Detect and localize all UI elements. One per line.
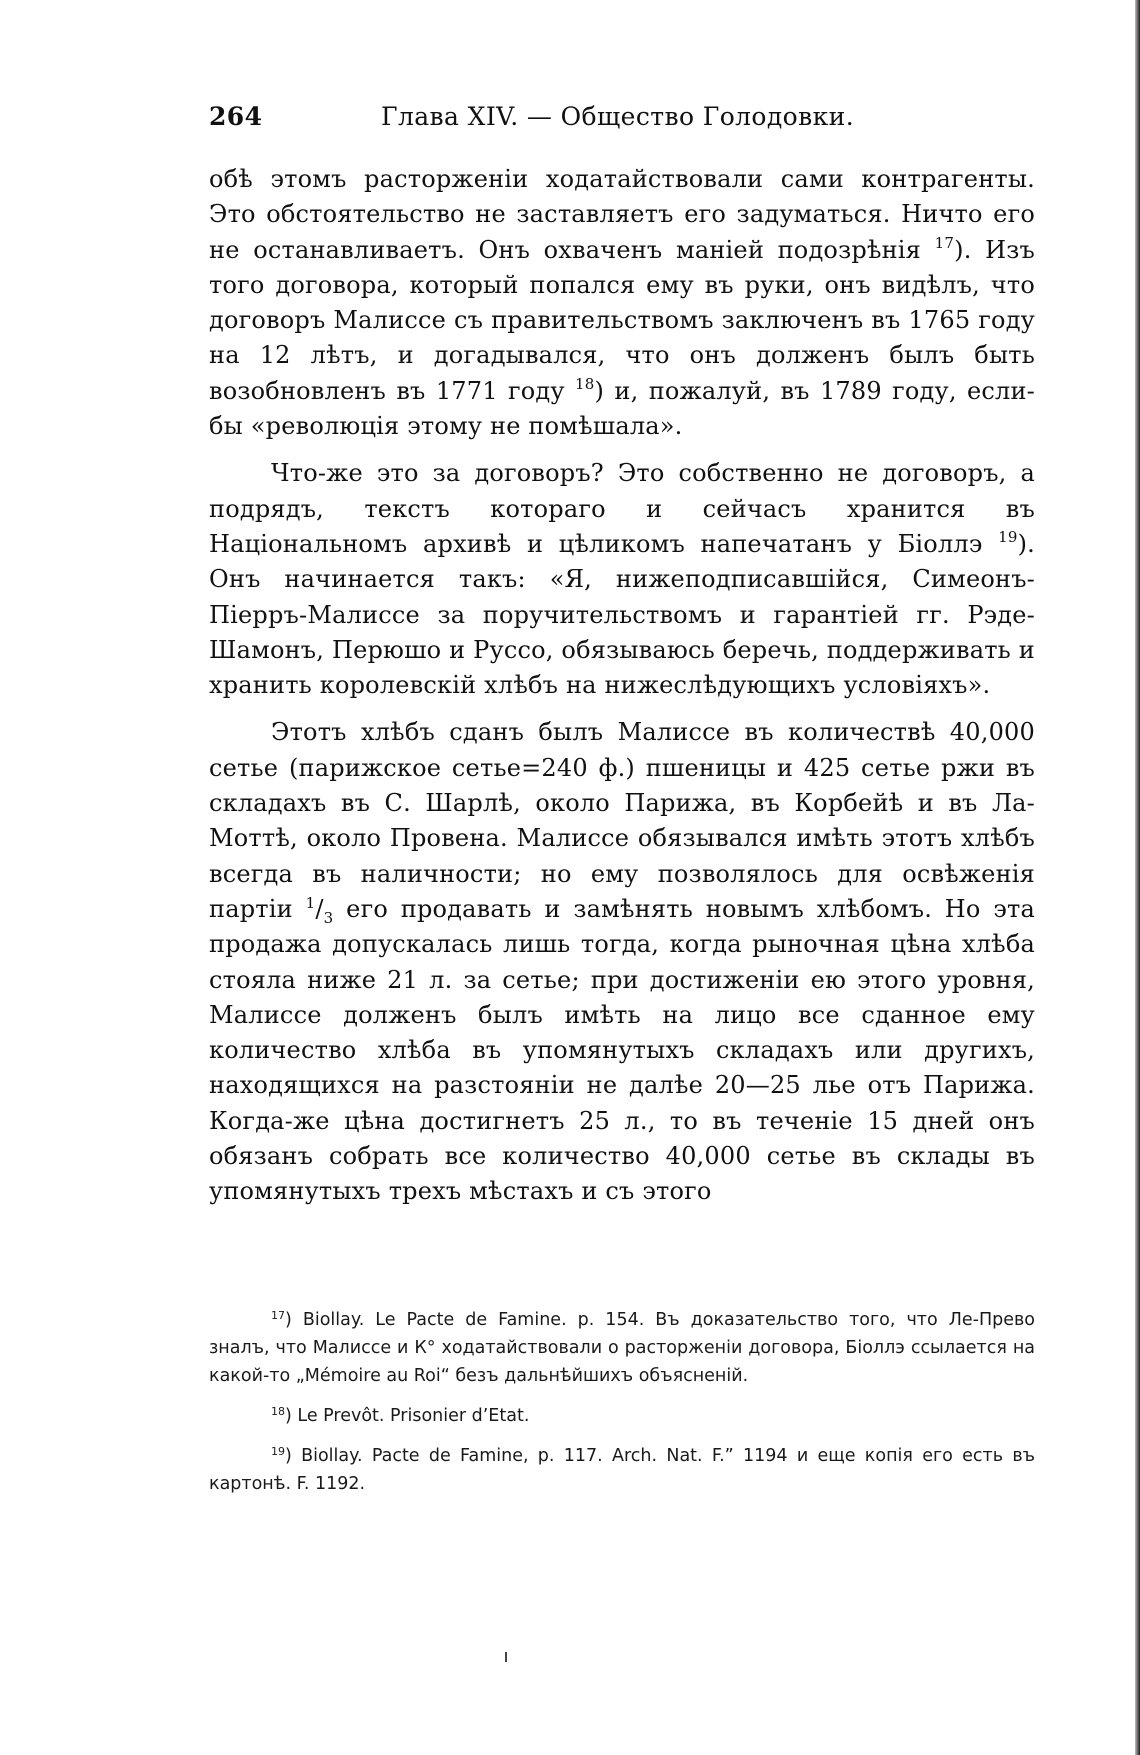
running-title: Глава XIV. — Общество Голодовки. — [381, 102, 855, 131]
paragraph-3-text-a: Этотъ хлѣбъ сданъ былъ Малиссе въ количествѣ 40,000 сетье (парижское сетье=240 ф.) пшеницы и 425 сетье ржи въ складахъ въ С. Шарлѣ, около Парижа, въ Корбейѣ и въ Ла-Моттѣ, около Провена. Малиссе обязывался имѣть этотъ хлѣбъ всегда въ наличности; но ему позволялось для освѣженія партіи — [209, 718, 1035, 923]
paragraph-1-text-c: ) и, пожалуй, въ 1789 году, если-бы «революція этому не помѣшала». — [209, 376, 1035, 441]
scan-edge-shadow — [1135, 0, 1140, 1755]
footnote-ref-18: 18 — [575, 374, 595, 393]
fraction-one-third: $^1/_3$ — [305, 893, 334, 927]
paragraph-1-text-a: обѣ этомъ расторженіи ходатайствовали сами контрагенты. Это обстоятельство не заставляетъ его задуматься. Ничто его не останавливаетъ. Онъ охваченъ маніей подозрѣнія — [209, 165, 1035, 264]
fraction-numerator: 1 — [305, 893, 316, 912]
footnote-19 — [209, 1442, 1035, 1498]
footnote-19-text: ) Biollay. Pacte de Famine, p. 117. Arch. Nat. F.” 1194 и еще копія его есть въ картонѣ. F. 1192. — [209, 1446, 1035, 1494]
footnotes — [209, 1306, 1035, 1510]
paragraph-2 — [209, 456, 1035, 703]
footnote-18-number: 18 — [271, 1405, 285, 1418]
fraction-denominator: 3 — [323, 908, 334, 927]
main-text — [209, 162, 1035, 1210]
footnote-18 — [209, 1402, 1035, 1430]
footnote-19-number: 19 — [271, 1445, 285, 1458]
paragraph-3 — [209, 715, 1035, 1209]
paragraph-1-text-b: ). Изъ того договора, который попался ему въ руки, онъ видѣлъ, что договоръ Малиссе съ правительствомъ заключенъ въ 1765 году на 12 лѣтъ, и догадывался, что онъ долженъ былъ быть возобновленъ въ 1771 году — [209, 235, 1035, 405]
running-header — [209, 97, 1035, 137]
footnote-17-text: ) Biollay. Le Pacte de Famine. p. 154. Въ доказательство того, что Ле-Прево зналъ, что Малиссе и К° ходатайствовали о расторженіи договора, Біоллэ ссылается на какой-то „Mémoire au Roi“ безъ дальнѣйшихъ объясненій. — [209, 1310, 1035, 1386]
page-number: 264 — [209, 102, 263, 131]
paragraph-3-text-b: его продавать и замѣнять новымъ хлѣбомъ. Но эта продажа допускалась лишь тогда, когда рыночная цѣна хлѣба стояла ниже 21 л. за сетье; при достиженіи ею этого уровня, Малиссе долженъ былъ имѣть на лицо все сданное ему количество хлѣба въ упомянутыхъ складахъ или другихъ, находящихся на разстояніи не далѣе 20—25 лье отъ Парижа. Когда-же цѣна достигнетъ 25 л., то въ теченіе 15 дней онъ обязанъ собрать все количество 40,000 сетье въ склады въ упомянутыхъ трехъ мѣстахъ и съ этого — [209, 894, 1035, 1206]
paragraph-1 — [209, 162, 1035, 444]
footnote-18-text: ) Le Prevôt. Prisonier d’Etat. — [285, 1406, 530, 1426]
footnote-ref-17: 17 — [934, 233, 955, 252]
footnote-17-number: 17 — [271, 1309, 285, 1322]
footnote-17 — [209, 1306, 1035, 1390]
footnote-ref-19: 19 — [998, 527, 1018, 546]
paragraph-2-text-a: Что-же это за договоръ? Это собственно не договоръ, а подрядъ, текстъ котораго и сейчасъ хранится въ Національномъ архивѣ и цѣликомъ напечатанъ у Біоллэ — [209, 459, 1035, 558]
paragraph-2-text-b: ). Онъ начинается такъ: «Я, нижеподписавшійся, Симеонъ-Піерръ-Малиссе за поручительствомъ и гарантіей гг. Рэде-Шамонъ, Перюшо и Руссо, обязываюсь беречь, поддерживать и хранить королевскій хлѣбъ на нижеслѣдующихъ условіяхъ». — [209, 529, 1035, 700]
scan-speck — [505, 1652, 507, 1662]
